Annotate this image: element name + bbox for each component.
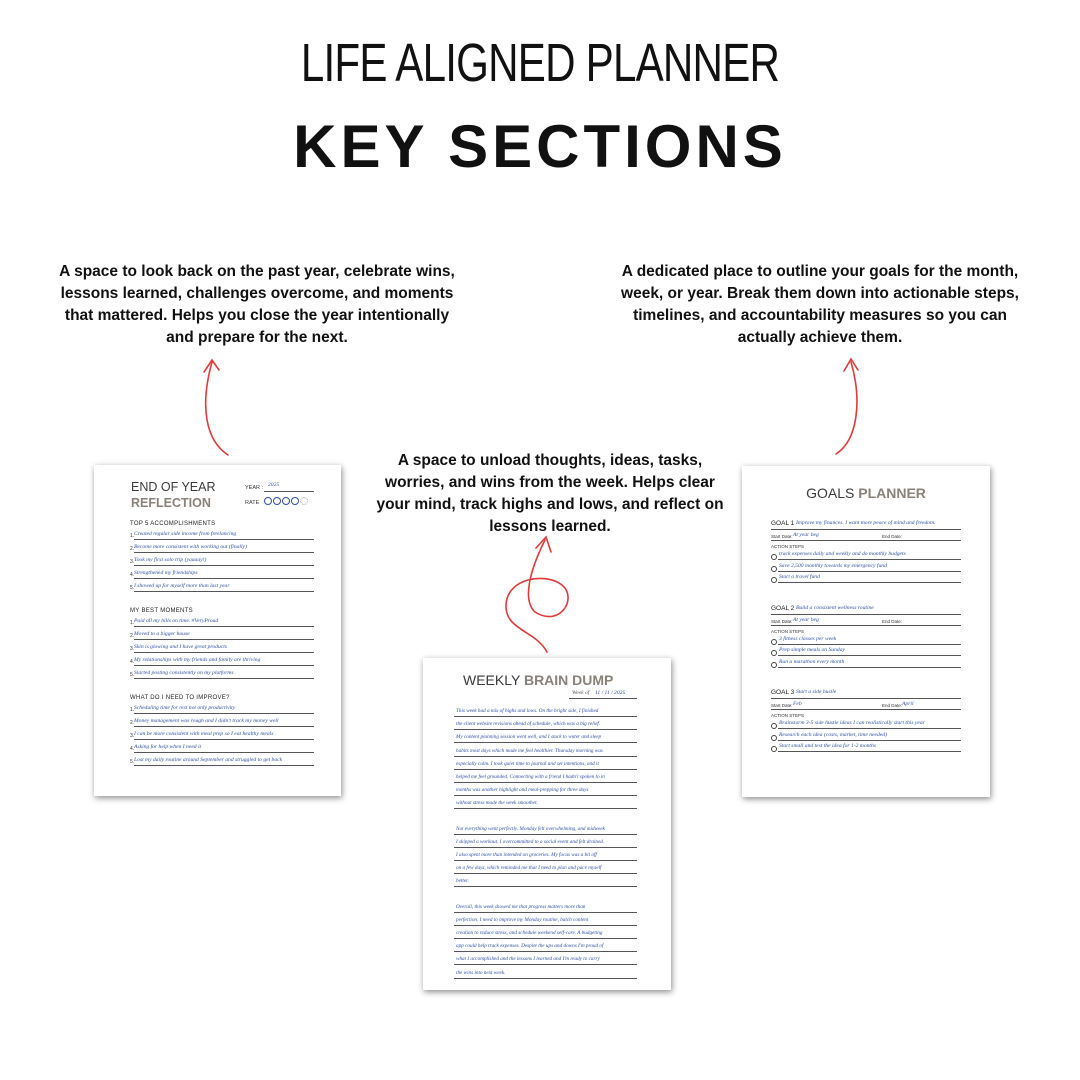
item-number: 4. xyxy=(130,572,135,578)
action-step: Start small and test the idea for 1-2 months xyxy=(779,743,876,749)
ruled-line xyxy=(454,782,637,783)
week-label: Week of xyxy=(572,690,590,696)
ruled-line xyxy=(454,938,637,939)
list-item: My relationships with my friends and family are thriving xyxy=(134,657,261,663)
item-line xyxy=(134,639,314,640)
checkbox-icon xyxy=(771,566,777,572)
text-line: My content planning session went well, and I stuck to water and sleep xyxy=(456,734,602,741)
item-number: 1. xyxy=(130,620,135,626)
checkbox-icon xyxy=(771,723,777,729)
ruled-line xyxy=(454,756,637,757)
list-item: Asking for help when I need it xyxy=(134,744,202,750)
step-line xyxy=(778,728,961,729)
ruled-line xyxy=(454,978,637,979)
ruled-line xyxy=(454,729,637,730)
goal-label: GOAL 1 xyxy=(771,520,795,527)
item-line xyxy=(134,726,314,727)
section-heading: WHAT DO I NEED TO IMPROVE? xyxy=(130,695,230,701)
ruled-line xyxy=(454,951,637,952)
reflection-page xyxy=(94,465,341,796)
reflection-title-line2: REFLECTION xyxy=(131,496,211,510)
list-item: Paid all my bills on time. #VeryProud xyxy=(134,618,219,624)
page-title: LIFE ALIGNED PLANNER xyxy=(300,33,780,93)
text-line: Not everything went perfectly. Monday felt overwhelming, and midweek xyxy=(456,825,605,832)
end-date-label: End Date: xyxy=(882,618,903,624)
item-line xyxy=(134,765,314,766)
goal-text: Build a consistent wellness routine xyxy=(796,604,874,611)
action-steps-label: ACTION STEPS xyxy=(771,544,805,549)
ruled-line xyxy=(454,964,637,965)
ruled-line xyxy=(454,716,637,717)
rating xyxy=(264,497,309,505)
goal-line xyxy=(771,614,961,615)
text-line: I skipped a workout. I overcommitted to a social event and felt drained. xyxy=(456,838,605,845)
checkbox-icon xyxy=(771,650,777,656)
list-item: Become more consistent with working out (finally) xyxy=(134,544,247,550)
list-item: Scheduling time for rest not only productivity xyxy=(134,705,236,711)
step-line xyxy=(778,740,961,741)
ruled-line xyxy=(454,808,637,809)
text-line: This week had a mix of highs and lows. On the bright side, I finished xyxy=(456,708,599,714)
text-line: the client website revisions ahead of schedule, which was a big relief. xyxy=(456,721,601,728)
ruled-line xyxy=(454,912,637,913)
text-line: what I accomplished and the lessons I learned and I'm ready to carry xyxy=(456,956,600,963)
list-item: I can be more consistent with meal prep so I eat healthy meals xyxy=(134,731,274,737)
text-line: the wins into next week. xyxy=(456,969,506,976)
brain-dump-title-bold: BRAIN DUMP xyxy=(523,672,614,688)
list-item: Strengthened my friendships xyxy=(134,570,198,576)
text-line: especially calm. I took quiet time to journal and set intentions, and it xyxy=(456,760,599,767)
left-arrow-icon xyxy=(206,362,228,455)
goal-text: Start a side hustle xyxy=(796,689,837,695)
ruled-line xyxy=(454,873,637,874)
list-item: Skin is glowing and I have great products xyxy=(134,644,227,650)
rating-filled-icon xyxy=(273,497,281,505)
text-line: creation to reduce stress, and schedule weekend self-care. A budgeting xyxy=(456,930,603,936)
ruled-line xyxy=(454,769,637,770)
date-line xyxy=(771,709,961,710)
checkbox-icon xyxy=(771,554,777,560)
brain-dump-title-light: WEEKLY xyxy=(463,672,521,688)
goal-text: Improve my finances. I want more peace of mind and freedom. xyxy=(796,520,936,526)
list-item: Took my first solo trip (yaaaay!) xyxy=(134,557,207,563)
item-line xyxy=(134,552,314,553)
action-steps-label: ACTION STEPS xyxy=(771,628,805,634)
ruled-line xyxy=(454,860,637,861)
item-number: 5. xyxy=(130,585,135,591)
step-line xyxy=(778,751,961,752)
item-number: 1. xyxy=(130,533,135,539)
checkbox-icon xyxy=(771,735,777,741)
item-number: 3. xyxy=(130,559,135,565)
item-number: 2. xyxy=(130,720,135,726)
start-date-value: At year beg xyxy=(793,616,819,623)
action-step: 3 fitness classes per week xyxy=(779,635,837,642)
brain-dump-title xyxy=(463,672,613,688)
action-step: Run a marathon every month xyxy=(779,658,845,665)
brain-dump-page xyxy=(423,658,671,990)
date-line xyxy=(771,625,961,626)
list-item: I showed up for myself more than last year xyxy=(134,583,230,589)
step-line xyxy=(778,559,961,560)
step-line xyxy=(778,667,961,668)
ruled-line xyxy=(454,742,637,743)
action-step: Save 2,500 monthly towards my emergency fund xyxy=(779,562,887,569)
item-line xyxy=(134,678,314,679)
item-line xyxy=(134,739,314,740)
checkbox-icon xyxy=(771,577,777,583)
rating-filled-icon xyxy=(282,497,290,505)
end-date-value: April xyxy=(902,701,914,707)
start-date-label: Start Date: xyxy=(771,534,793,539)
goals-description: A dedicated place to outline your goals for the month, week, or year. Break them down into actionable steps, timelines, and accountability measures so you can actually achieve them. xyxy=(621,263,1019,346)
item-number: 2. xyxy=(130,633,135,639)
item-line xyxy=(134,578,314,579)
reflection-description: A space to look back on the past year, celebrate wins, lessons learned, challenges overcome, and moments that mattered. Helps you close the year intentionally and prepare for the next. xyxy=(59,263,455,346)
action-step: track expenses daily and weekly and do monthly budgets xyxy=(779,551,906,557)
text-line: better. xyxy=(456,878,469,885)
action-step: Prep simple meals on Sunday xyxy=(779,647,845,653)
item-line xyxy=(134,713,314,714)
goal-line xyxy=(771,529,961,530)
action-steps-label: ACTION STEPS xyxy=(771,713,805,718)
action-step: Brainstorm 3-5 side hustle ideas I can realistically start this year xyxy=(779,720,925,726)
item-line xyxy=(134,626,314,627)
item-line xyxy=(134,539,314,540)
section-heading: TOP 5 ACCOMPLISHMENTS xyxy=(130,521,216,527)
step-line xyxy=(778,644,961,645)
year-label: YEAR : xyxy=(245,485,264,491)
date-line xyxy=(771,540,961,541)
goals-title-light: GOALS xyxy=(806,485,855,501)
start-date-label: Start Date: xyxy=(771,703,793,708)
list-item: Started posting consistently on my platforms xyxy=(134,670,234,676)
end-date-label: End Date: xyxy=(882,703,903,708)
item-number: 4. xyxy=(130,746,135,752)
text-line: on a few days, which reminded me that I need to plan and pace myself xyxy=(456,865,602,872)
item-number: 5. xyxy=(130,672,135,678)
list-item: Lost my daily routine around September and struggled to get back xyxy=(134,757,283,763)
list-item: Money management was rough and I didn't track my money well xyxy=(134,718,279,724)
item-number: 2. xyxy=(130,546,135,552)
text-line: without stress made the week smoother. xyxy=(456,800,538,807)
list-item: Created regular side income from freelancing xyxy=(134,531,237,537)
brain-dump-description: A space to unload thoughts, ideas, tasks, worries, and wins from the week. Helps clear your mind, track highs and lows, and reflect on lessons learned. xyxy=(376,452,724,535)
end-date-label: End Date: xyxy=(882,534,903,539)
item-line xyxy=(134,565,314,566)
action-step: Research each idea (costs, market, time needed) xyxy=(779,731,887,738)
checkbox-icon xyxy=(771,639,777,645)
ruled-line xyxy=(454,834,637,835)
ruled-line xyxy=(454,847,637,848)
rating-empty-icon xyxy=(300,497,308,505)
item-line xyxy=(134,752,314,753)
text-line: perfection. I need to improve my Monday routine, batch content xyxy=(456,916,589,923)
goal-line xyxy=(771,698,961,699)
action-step: Start a travel fund xyxy=(779,574,820,580)
item-number: 4. xyxy=(130,659,135,665)
item-line xyxy=(134,652,314,653)
step-line xyxy=(778,571,961,572)
item-number: 1. xyxy=(130,707,135,713)
goals-title xyxy=(742,485,990,501)
goals-page xyxy=(742,466,990,797)
checkbox-icon xyxy=(771,746,777,752)
item-number: 3. xyxy=(130,733,135,739)
item-line xyxy=(134,665,314,666)
item-number: 3. xyxy=(130,646,135,652)
year-value: 2025 xyxy=(268,482,280,488)
rate-label: RATE xyxy=(245,500,260,506)
start-date-value: At year beg xyxy=(793,532,819,538)
center-arrow-icon xyxy=(506,540,568,652)
rating-filled-icon xyxy=(291,497,299,505)
goals-title-bold: PLANNER xyxy=(858,485,926,501)
step-line xyxy=(778,655,961,656)
step-line xyxy=(778,582,961,583)
goal-label: GOAL 3 xyxy=(771,689,795,696)
text-line: months was another highlight and meal-prepping for three days xyxy=(456,787,589,794)
list-item: Moved to a bigger house xyxy=(134,631,190,637)
ruled-line xyxy=(454,886,637,887)
start-date-label: Start Date: xyxy=(771,618,793,624)
text-line: Overall, this week showed me that progress matters more than xyxy=(456,903,586,910)
section-heading: MY BEST MOMENTS xyxy=(130,608,193,614)
rating-filled-icon xyxy=(264,497,272,505)
reflection-title-line1: END OF YEAR xyxy=(131,480,216,494)
start-date-value: Feb xyxy=(793,701,802,707)
text-line: helped me feel grounded. Connecting with a friend I hadn't spoken to in xyxy=(456,774,605,780)
week-value: 11 / 11 / 2025 xyxy=(595,690,626,696)
checkbox-icon xyxy=(771,662,777,668)
ruled-line xyxy=(454,795,637,796)
text-line: I also spent more than intended on groceries. My focus was a bit off xyxy=(456,852,597,858)
goal-label: GOAL 2 xyxy=(771,604,795,612)
item-line xyxy=(134,591,314,592)
right-arrow-icon xyxy=(836,362,857,454)
text-line: app could help track expenses. Despite the ups and downs I'm proud of xyxy=(456,943,604,950)
ruled-line xyxy=(454,925,637,926)
text-line: habits most days which made me feel healthier. Thursday morning was xyxy=(456,747,603,754)
item-number: 5. xyxy=(130,759,135,765)
page-subtitle: KEY SECTIONS xyxy=(293,113,787,180)
right-arrow-head-icon xyxy=(844,359,858,371)
